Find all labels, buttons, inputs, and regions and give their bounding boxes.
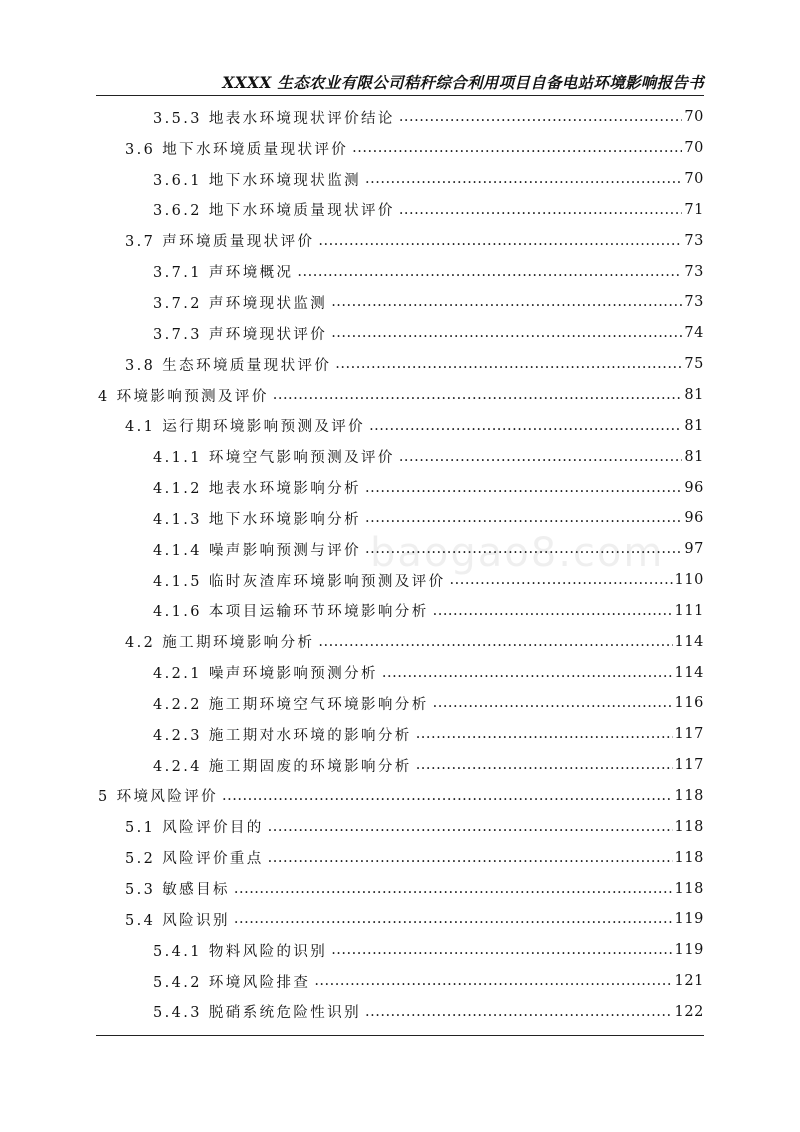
toc-dot-leader xyxy=(273,387,683,403)
toc-entry-page: 81 xyxy=(684,417,704,434)
toc-entry[interactable] xyxy=(96,966,704,997)
header-rule xyxy=(96,95,704,96)
toc-dot-leader xyxy=(297,264,682,280)
toc-entry[interactable] xyxy=(96,472,704,503)
toc-entry-page: 111 xyxy=(674,602,704,619)
toc-entry[interactable] xyxy=(96,873,704,904)
toc-entry[interactable] xyxy=(96,534,704,565)
toc-entry-label: 4.1.2 地表水环境影响分析 xyxy=(153,481,362,498)
toc-entry-page: 70 xyxy=(684,109,704,126)
toc-entry[interactable] xyxy=(96,904,704,935)
toc-dot-leader xyxy=(416,726,673,742)
toc-entry-page: 73 xyxy=(684,232,704,249)
toc-entry-label: 4 环境影响预测及评价 xyxy=(98,388,269,405)
toc-entry-label: 3.7.3 声环境现状评价 xyxy=(153,326,328,343)
toc-entry[interactable] xyxy=(96,935,704,966)
toc-entry[interactable] xyxy=(96,688,704,719)
toc-entry-page: 118 xyxy=(674,849,704,866)
watermark: baogao8.com xyxy=(370,530,665,576)
toc-entry[interactable] xyxy=(96,380,704,411)
toc-dot-leader xyxy=(365,480,682,496)
toc-entry[interactable] xyxy=(96,102,704,133)
toc-entry-page: 81 xyxy=(684,387,704,404)
toc-dot-leader xyxy=(331,294,682,310)
toc-entry[interactable] xyxy=(96,842,704,873)
toc-dot-leader xyxy=(369,418,682,434)
toc-entry[interactable] xyxy=(96,657,704,688)
toc-entry-label: 5.4.3 脱硝系统危险性识别 xyxy=(153,1005,362,1022)
toc-entry[interactable] xyxy=(96,195,704,226)
toc-dot-leader xyxy=(352,140,682,156)
toc-entry-page: 110 xyxy=(674,572,704,589)
toc-entry[interactable] xyxy=(96,996,704,1027)
toc-entry-page: 75 xyxy=(684,356,704,373)
toc-entry[interactable] xyxy=(96,441,704,472)
toc-entry-page: 97 xyxy=(684,541,704,558)
toc-entry-label: 3.6 地下水环境质量现状评价 xyxy=(125,141,349,158)
toc-entry-page: 96 xyxy=(684,510,704,527)
toc-dot-leader xyxy=(365,1004,673,1020)
toc-entry[interactable] xyxy=(96,811,704,842)
page-header-title: XXXX 生态农业有限公司秸秆综合利用项目自备电站环境影响报告书 xyxy=(222,73,704,92)
toc-entry-page: 118 xyxy=(674,880,704,897)
toc-entry-label: 3.8 生态环境质量现状评价 xyxy=(125,357,332,374)
toc-entry[interactable] xyxy=(96,133,704,164)
toc-entry[interactable] xyxy=(96,256,704,287)
toc-entry-label: 3.7.1 声环境概况 xyxy=(153,265,294,282)
toc-dot-leader xyxy=(335,356,682,372)
toc-entry[interactable] xyxy=(96,626,704,657)
toc-entry-label: 5.3 敏感目标 xyxy=(125,882,230,899)
toc-dot-leader xyxy=(268,850,673,866)
toc-dot-leader xyxy=(268,819,673,835)
toc-entry-page: 117 xyxy=(674,757,704,774)
toc-entry-label: 5.4.1 物料风险的识别 xyxy=(153,943,328,960)
toc-dot-leader xyxy=(318,634,672,650)
toc-dot-leader xyxy=(399,109,683,125)
toc-dot-leader xyxy=(433,603,673,619)
toc-entry[interactable] xyxy=(96,318,704,349)
toc-entry-label: 3.5.3 地表水环境现状评价结论 xyxy=(153,110,395,127)
toc-entry-page: 116 xyxy=(674,695,704,712)
toc-entry-label: 4.1.1 环境空气影响预测及评价 xyxy=(153,450,395,467)
toc-entry-label: 3.6.2 地下水环境质量现状评价 xyxy=(153,203,395,220)
toc-entry-page: 73 xyxy=(684,294,704,311)
toc-entry-label: 3.7 声环境质量现状评价 xyxy=(125,234,315,251)
toc-entry-page: 121 xyxy=(674,973,704,990)
toc-entry-label: 4.1.5 临时灰渣库环境影响预测及评价 xyxy=(153,573,446,590)
toc-entry-page: 114 xyxy=(674,664,704,681)
toc-entry[interactable] xyxy=(96,225,704,256)
toc-entry-page: 118 xyxy=(674,818,704,835)
toc-entry-page: 117 xyxy=(674,726,704,743)
toc-dot-leader xyxy=(399,449,683,465)
footer-rule xyxy=(96,1035,704,1036)
toc-entry-label: 5.1 风险评价目的 xyxy=(125,820,264,837)
toc-entry-page: 74 xyxy=(684,325,704,342)
toc-entry[interactable] xyxy=(96,503,704,534)
toc-entry-label: 4.2 施工期环境影响分析 xyxy=(125,635,315,652)
toc-entry-label: 5 环境风险评价 xyxy=(98,789,219,806)
toc-entry-label: 4.2.1 噪声环境影响预测分析 xyxy=(153,666,378,683)
toc-dot-leader xyxy=(222,788,672,804)
toc-dot-leader xyxy=(365,541,682,557)
toc-entry-label: 5.4.2 环境风险排查 xyxy=(153,974,311,991)
toc-dot-leader xyxy=(365,510,682,526)
toc-entry-label: 4.1.3 地下水环境影响分析 xyxy=(153,511,362,528)
toc-entry-label: 4.2.3 施工期对水环境的影响分析 xyxy=(153,727,412,744)
table-of-contents xyxy=(96,102,704,1027)
toc-entry[interactable] xyxy=(96,750,704,781)
toc-dot-leader xyxy=(382,665,673,681)
toc-entry[interactable] xyxy=(96,596,704,627)
toc-entry-page: 96 xyxy=(684,479,704,496)
toc-entry-label: 4.2.4 施工期固废的环境影响分析 xyxy=(153,758,412,775)
toc-dot-leader xyxy=(318,233,682,249)
toc-entry-page: 118 xyxy=(674,787,704,804)
toc-entry-label: 3.7.2 声环境现状监测 xyxy=(153,295,328,312)
toc-dot-leader xyxy=(450,572,673,588)
toc-entry[interactable] xyxy=(96,781,704,812)
toc-entry-page: 114 xyxy=(674,633,704,650)
toc-entry[interactable] xyxy=(96,565,704,596)
toc-dot-leader xyxy=(234,911,673,927)
toc-entry-label: 5.4 风险识别 xyxy=(125,912,230,929)
toc-entry-page: 122 xyxy=(674,1003,704,1020)
toc-dot-leader xyxy=(416,757,673,773)
toc-entry-label: 4.1.6 本项目运输环节环境影响分析 xyxy=(153,604,429,621)
toc-dot-leader xyxy=(234,881,673,897)
toc-entry[interactable] xyxy=(96,287,704,318)
toc-entry[interactable] xyxy=(96,164,704,195)
toc-entry-page: 70 xyxy=(684,140,704,157)
toc-entry-page: 119 xyxy=(674,942,704,959)
toc-dot-leader xyxy=(433,695,673,711)
toc-entry-page: 81 xyxy=(684,448,704,465)
toc-entry[interactable] xyxy=(96,349,704,380)
toc-dot-leader xyxy=(365,171,682,187)
toc-entry-page: 119 xyxy=(674,911,704,928)
toc-entry-label: 4.2.2 施工期环境空气环境影响分析 xyxy=(153,696,429,713)
toc-dot-leader xyxy=(314,973,672,989)
toc-entry-label: 3.6.1 地下水环境现状监测 xyxy=(153,172,362,189)
toc-entry-page: 70 xyxy=(684,171,704,188)
toc-dot-leader xyxy=(331,942,672,958)
toc-entry-label: 4.1 运行期环境影响预测及评价 xyxy=(125,419,366,436)
toc-dot-leader xyxy=(399,202,683,218)
toc-entry-label: 4.1.4 噪声影响预测与评价 xyxy=(153,542,362,559)
toc-dot-leader xyxy=(331,325,682,341)
toc-entry[interactable] xyxy=(96,410,704,441)
toc-entry-label: 5.2 风险评价重点 xyxy=(125,851,264,868)
toc-entry-page: 71 xyxy=(684,201,704,218)
toc-entry-page: 73 xyxy=(684,263,704,280)
toc-entry[interactable] xyxy=(96,719,704,750)
